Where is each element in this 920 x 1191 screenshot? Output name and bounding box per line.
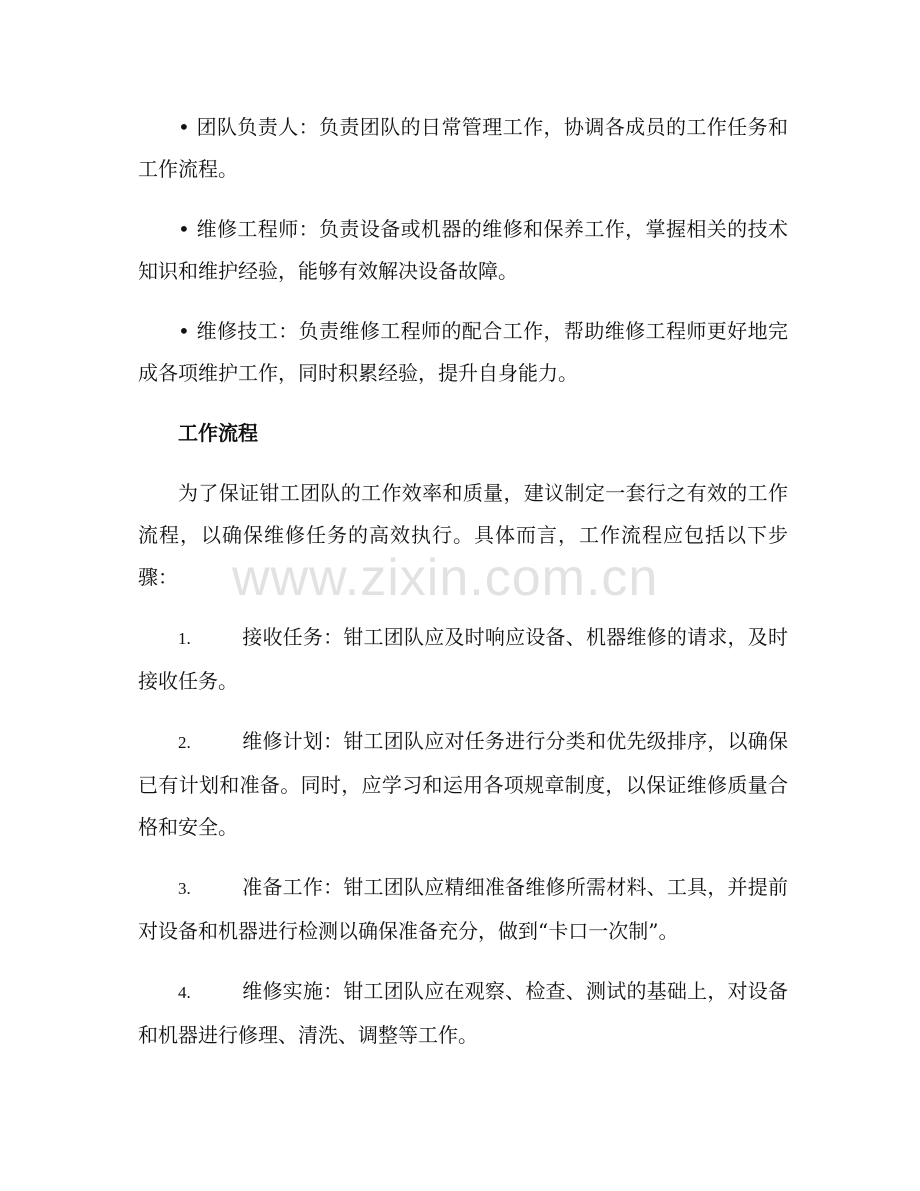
step-text: 维修实施：钳工团队应在观察、检查、测试的基础上，对设备和机器进行修理、清洗、调整等工作。 — [138, 979, 788, 1047]
step-text: 准备工作：钳工团队应精细准备维修所需材料、工具，并提前对设备和机器进行检测以确保准备充分，做到“卡口一次制”。 — [138, 875, 788, 943]
step-item — [138, 866, 788, 952]
step-number: 2. — [178, 733, 191, 752]
intro-paragraph: 为了保证钳工团队的工作效率和质量，建议制定一套行之有效的工作流程，以确保维修任务的高效执行。具体而言，工作流程应包括以下步骤： — [138, 481, 788, 589]
step-number: 1. — [178, 629, 191, 648]
step-item — [138, 616, 788, 702]
step-number: 4. — [178, 983, 191, 1002]
step-number: 3. — [178, 879, 191, 898]
role-maintenance-technician: • 维修技工：负责维修工程师的配合工作，帮助维修工程师更好地完成各项维护工作，同时积累经验，提升自身能力。 — [138, 319, 788, 385]
step-text: 维修计划：钳工团队应对任务进行分类和优先级排序，以确保已有计划和准备。同时，应学习和运用各项规章制度，以保证维修质量合格和安全。 — [138, 729, 788, 839]
section-heading: 工作流程 — [178, 421, 258, 445]
step-text: 接收任务：钳工团队应及时响应设备、机器维修的请求，及时接收任务。 — [138, 625, 788, 693]
document-body — [138, 106, 788, 1074]
role-maintenance-engineer: • 维修工程师：负责设备或机器的维修和保养工作，掌握相关的技术知识和维护经验，能够有效解决设备故障。 — [138, 217, 788, 283]
step-item — [138, 970, 788, 1056]
watermark: www.zixin.com.cn — [232, 549, 659, 607]
role-team-leader: • 团队负责人：负责团队的日常管理工作，协调各成员的工作任务和工作流程。 — [138, 115, 788, 181]
step-item — [138, 720, 788, 848]
